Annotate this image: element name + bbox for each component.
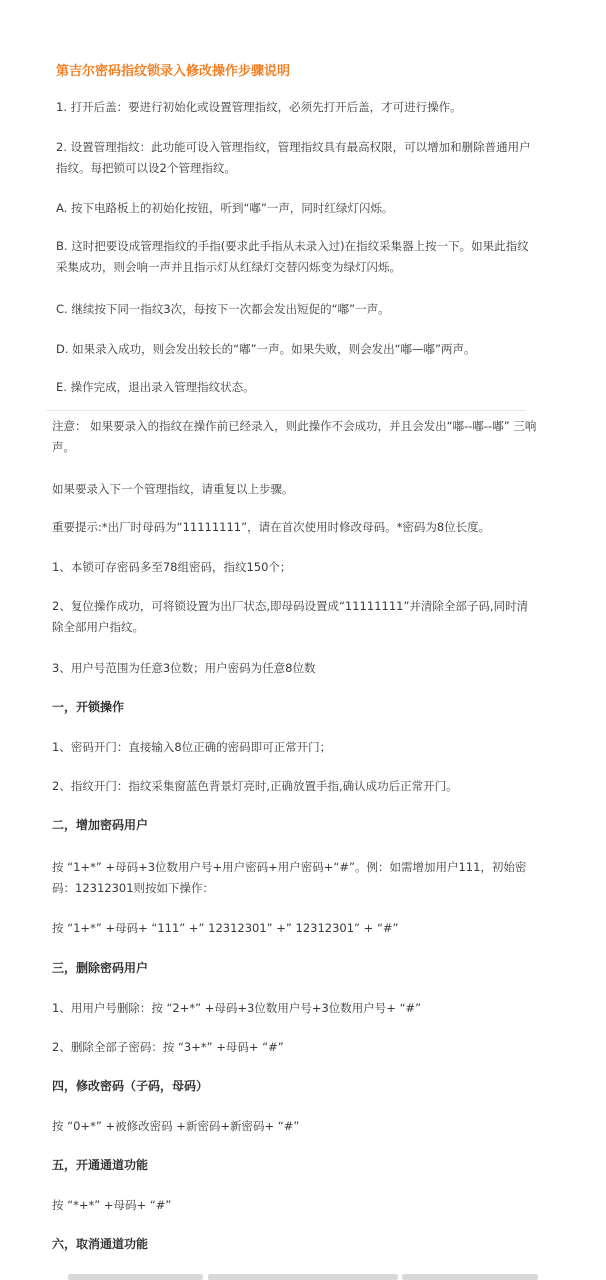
add-user-instruction: 按 “1+*” +母码+3位数用户号+用户密码+用户密码+“#”。例：如需增加用户111，初始密码：12312301则按如下操作：	[52, 860, 527, 895]
step-c: C. 继续按下同一指纹3次，每按下一次都会发出短促的“嘟”一声。	[56, 302, 390, 316]
bottom-image-strip	[208, 1274, 398, 1280]
repeat-text: 如果要录入下一个管理指纹，请重复以上步骤。	[52, 482, 294, 496]
open-channel-instruction: 按 “*+*” +母码+ “#”	[52, 1198, 172, 1212]
bottom-image-strip	[402, 1274, 538, 1280]
step-b: B. 这时把要设成管理指纹的手指(要求此手指从未录入过)在指纹采集器上按一下。如果此指纹采集成功，则会响一声并且指示灯从红绿灯交替闪烁变为绿灯闪烁。	[56, 239, 529, 274]
note-2: 2、复位操作成功，可将锁设置为出厂状态,即母码设置成“11111111”并清除全部子码,同时清除全部用户指纹。	[52, 599, 529, 634]
delete-all-subcodes: 2、删除全部子密码：按 “3+*” +母码+ “#”	[52, 1040, 284, 1054]
note-1: 1、本锁可存密码多至78组密码，指纹150个；	[52, 560, 292, 574]
cancel-channel-heading: 六，取消通道功能	[52, 1237, 149, 1251]
step-2: 2. 设置管理指纹：此功能可设入管理指纹，管理指纹具有最高权限，可以增加和删除普通用户指纹。每把锁可以设2个管理指纹。	[56, 140, 531, 175]
document-title: 第吉尔密码指纹锁录入修改操作步骤说明	[56, 64, 291, 79]
delete-by-user-id: 1、用用户号删除：按 “2+*” +母码+3位数用户号+3位数用户号+ “#”	[52, 1001, 422, 1015]
modify-password-heading: 四，修改密码（子码，母码）	[52, 1079, 209, 1093]
section-divider	[46, 410, 526, 411]
delete-user-heading: 三，删除密码用户	[52, 961, 149, 975]
step-e: E. 操作完成，退出录入管理指纹状态。	[56, 380, 255, 394]
step-a: A. 按下电路板上的初始化按钮，听到“嘟”一声，同时红绿灯闪烁。	[56, 201, 394, 215]
bottom-image-strip	[68, 1274, 203, 1280]
important-tip: 重要提示:*出厂时母码为“11111111”，请在首次使用时修改母码。*密码为8位长度。	[52, 520, 491, 534]
unlock-fingerprint: 2、指纹开门：指纹采集窗蓝色背景灯亮时,正确放置手指,确认成功后正常开门。	[52, 779, 458, 793]
unlock-password: 1、密码开门：直接输入8位正确的密码即可正常开门；	[52, 740, 332, 754]
note-3: 3、用户号范围为任意3位数；用户密码为任意8位数	[52, 661, 316, 675]
note-text: 注意： 如果要录入的指纹在操作前已经录入，则此操作不会成功，并且会发出“嘟--嘟--嘟” 三响声。	[52, 419, 537, 454]
step-d: D. 如果录入成功，则会发出较长的“嘟”一声。如果失败，则会发出“嘟—嘟”两声。	[56, 342, 476, 356]
add-user-example: 按 “1+*” +母码+ “111” +” 12312301” +” 12312301” + “#”	[52, 921, 399, 935]
add-user-heading: 二，增加密码用户	[52, 818, 149, 832]
unlock-heading: 一，开锁操作	[52, 700, 125, 714]
modify-password-instruction: 按 “0+*” +被修改密码 +新密码+新密码+ “#”	[52, 1119, 300, 1133]
step-1: 1. 打开后盖：要进行初始化或设置管理指纹，必须先打开后盖，才可进行操作。	[56, 100, 462, 114]
open-channel-heading: 五，开通通道功能	[52, 1158, 149, 1172]
